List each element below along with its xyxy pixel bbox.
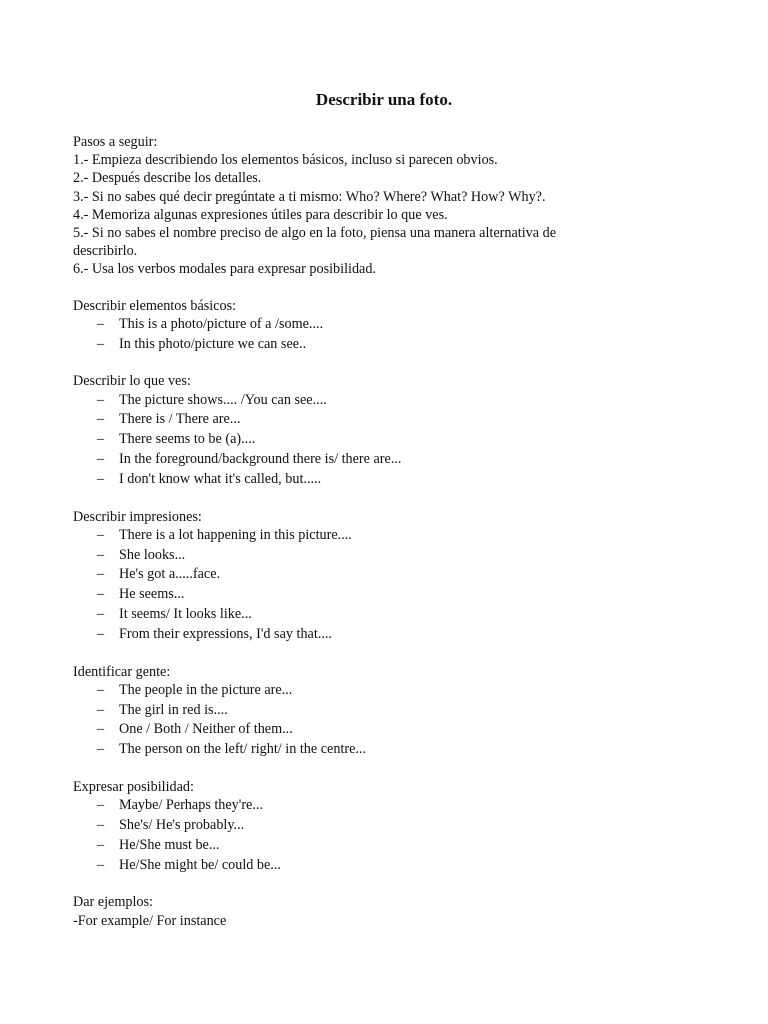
list-item-text: The people in the picture are... bbox=[119, 681, 293, 698]
step-line: 4.- Memoriza algunas expresiones útiles para describir lo que ves. bbox=[73, 206, 448, 223]
dash-bullet: – bbox=[97, 335, 105, 352]
section-dar-ejemplos bbox=[73, 893, 693, 929]
list-item bbox=[73, 836, 693, 856]
list-item bbox=[73, 740, 693, 760]
list-item-text: Maybe/ Perhaps they're... bbox=[119, 797, 263, 814]
list-item bbox=[73, 796, 693, 816]
spacer bbox=[73, 875, 693, 893]
section-heading: Describir elementos básicos: bbox=[73, 297, 237, 314]
spacer bbox=[73, 490, 693, 508]
list-item bbox=[73, 720, 693, 740]
spacer bbox=[73, 279, 693, 297]
dash-bullet: – bbox=[97, 836, 105, 853]
list-item-text: It seems/ It looks like... bbox=[119, 606, 252, 622]
list-item bbox=[73, 605, 693, 625]
list-item-text: The person on the left/ right/ in the centre... bbox=[119, 741, 367, 758]
list-item bbox=[73, 681, 693, 701]
list-item-text: The girl in red is.... bbox=[119, 701, 228, 718]
phrase-list bbox=[73, 315, 693, 355]
dash-bullet: – bbox=[97, 741, 105, 758]
list-item bbox=[73, 701, 693, 721]
step-line: 6.- Usa los verbos modales para expresar posibilidad. bbox=[73, 261, 376, 278]
section-describir-impresiones bbox=[73, 508, 693, 645]
step-line: 2.- Después describe los detalles. bbox=[73, 170, 262, 187]
list-item-text: He/She might be/ could be... bbox=[119, 856, 281, 873]
section-identificar-gente bbox=[73, 663, 693, 760]
dash-bullet: – bbox=[97, 721, 105, 738]
list-item bbox=[73, 335, 693, 355]
section-heading: Identificar gente: bbox=[73, 663, 171, 680]
steps-block bbox=[73, 133, 693, 279]
list-item bbox=[73, 585, 693, 605]
dash-bullet: – bbox=[97, 546, 105, 563]
list-item bbox=[73, 526, 693, 546]
dash-bullet: – bbox=[97, 681, 105, 698]
section-heading: Describir lo que ves: bbox=[73, 373, 191, 390]
list-item-text: He seems... bbox=[119, 586, 185, 603]
list-item-text: In the foreground/background there is/ there are... bbox=[119, 451, 402, 468]
list-item bbox=[73, 625, 693, 645]
step-line: 3.- Si no sabes qué decir pregúntate a ti mismo: Who? Where? What? How? Why?. bbox=[73, 188, 546, 205]
step-line: 1.- Empieza describiendo los elementos básicos, incluso si parecen obvios. bbox=[73, 152, 498, 169]
list-item bbox=[73, 410, 693, 430]
list-item-text: One / Both / Neither of them... bbox=[119, 721, 293, 738]
dash-bullet: – bbox=[97, 625, 105, 642]
dash-bullet: – bbox=[97, 526, 105, 543]
list-item bbox=[73, 546, 693, 566]
step-line: describirlo. bbox=[73, 243, 138, 260]
spacer bbox=[73, 760, 693, 778]
list-item-text: I don't know what it's called, but..... bbox=[119, 470, 322, 487]
list-item bbox=[73, 856, 693, 876]
phrase-list bbox=[73, 526, 693, 645]
example-line: -For example/ For instance bbox=[73, 912, 227, 929]
list-item-text: There is / There are... bbox=[119, 411, 241, 428]
dash-bullet: – bbox=[97, 606, 105, 622]
step-line: 5.- Si no sabes el nombre preciso de algo en la foto, piensa una manera alternativa de bbox=[73, 225, 556, 242]
section-expresar-posibilidad bbox=[73, 778, 693, 875]
steps-heading: Pasos a seguir: bbox=[73, 134, 158, 150]
dash-bullet: – bbox=[97, 856, 105, 873]
list-item-text: She's/ He's probably... bbox=[119, 816, 245, 833]
list-item-text: In this photo/picture we can see.. bbox=[119, 335, 307, 352]
list-item bbox=[73, 470, 693, 490]
dash-bullet: – bbox=[97, 566, 105, 583]
list-item bbox=[73, 450, 693, 470]
list-item bbox=[73, 391, 693, 411]
dash-bullet: – bbox=[97, 315, 105, 332]
list-item bbox=[73, 430, 693, 450]
section-describir-lo-que-ves bbox=[73, 372, 693, 489]
section-heading: Expresar posibilidad: bbox=[73, 778, 194, 795]
dash-bullet: – bbox=[97, 797, 105, 814]
phrase-list bbox=[73, 681, 693, 760]
list-item bbox=[73, 315, 693, 335]
dash-bullet: – bbox=[97, 470, 105, 487]
dash-bullet: – bbox=[97, 411, 105, 428]
dash-bullet: – bbox=[97, 586, 105, 603]
dash-bullet: – bbox=[97, 816, 105, 833]
document-title: Describir una foto. bbox=[315, 90, 453, 109]
dash-bullet: – bbox=[97, 431, 105, 448]
section-heading: Dar ejemplos: bbox=[73, 894, 153, 911]
dash-bullet: – bbox=[97, 391, 105, 408]
list-item-text: He/She must be... bbox=[119, 836, 220, 853]
list-item-text: He's got a.....face. bbox=[119, 566, 221, 583]
list-item-text: There seems to be (a).... bbox=[119, 431, 256, 448]
spacer bbox=[73, 354, 693, 372]
list-item-text: There is a lot happening in this picture.... bbox=[119, 526, 352, 543]
phrase-list bbox=[73, 796, 693, 875]
list-item-text: From their expressions, I'd say that.... bbox=[119, 625, 332, 642]
spacer bbox=[73, 645, 693, 663]
section-describir-elementos bbox=[73, 297, 693, 355]
list-item-text: This is a photo/picture of a /some.... bbox=[119, 315, 324, 332]
list-item bbox=[73, 816, 693, 836]
section-heading: Describir impresiones: bbox=[73, 508, 202, 525]
list-item-text: She looks... bbox=[119, 546, 186, 563]
phrase-list bbox=[73, 391, 693, 490]
document-body bbox=[73, 133, 693, 930]
list-item-text: The picture shows.... /You can see.... bbox=[119, 391, 327, 408]
dash-bullet: – bbox=[97, 701, 105, 718]
dash-bullet: – bbox=[97, 451, 105, 468]
list-item bbox=[73, 565, 693, 585]
